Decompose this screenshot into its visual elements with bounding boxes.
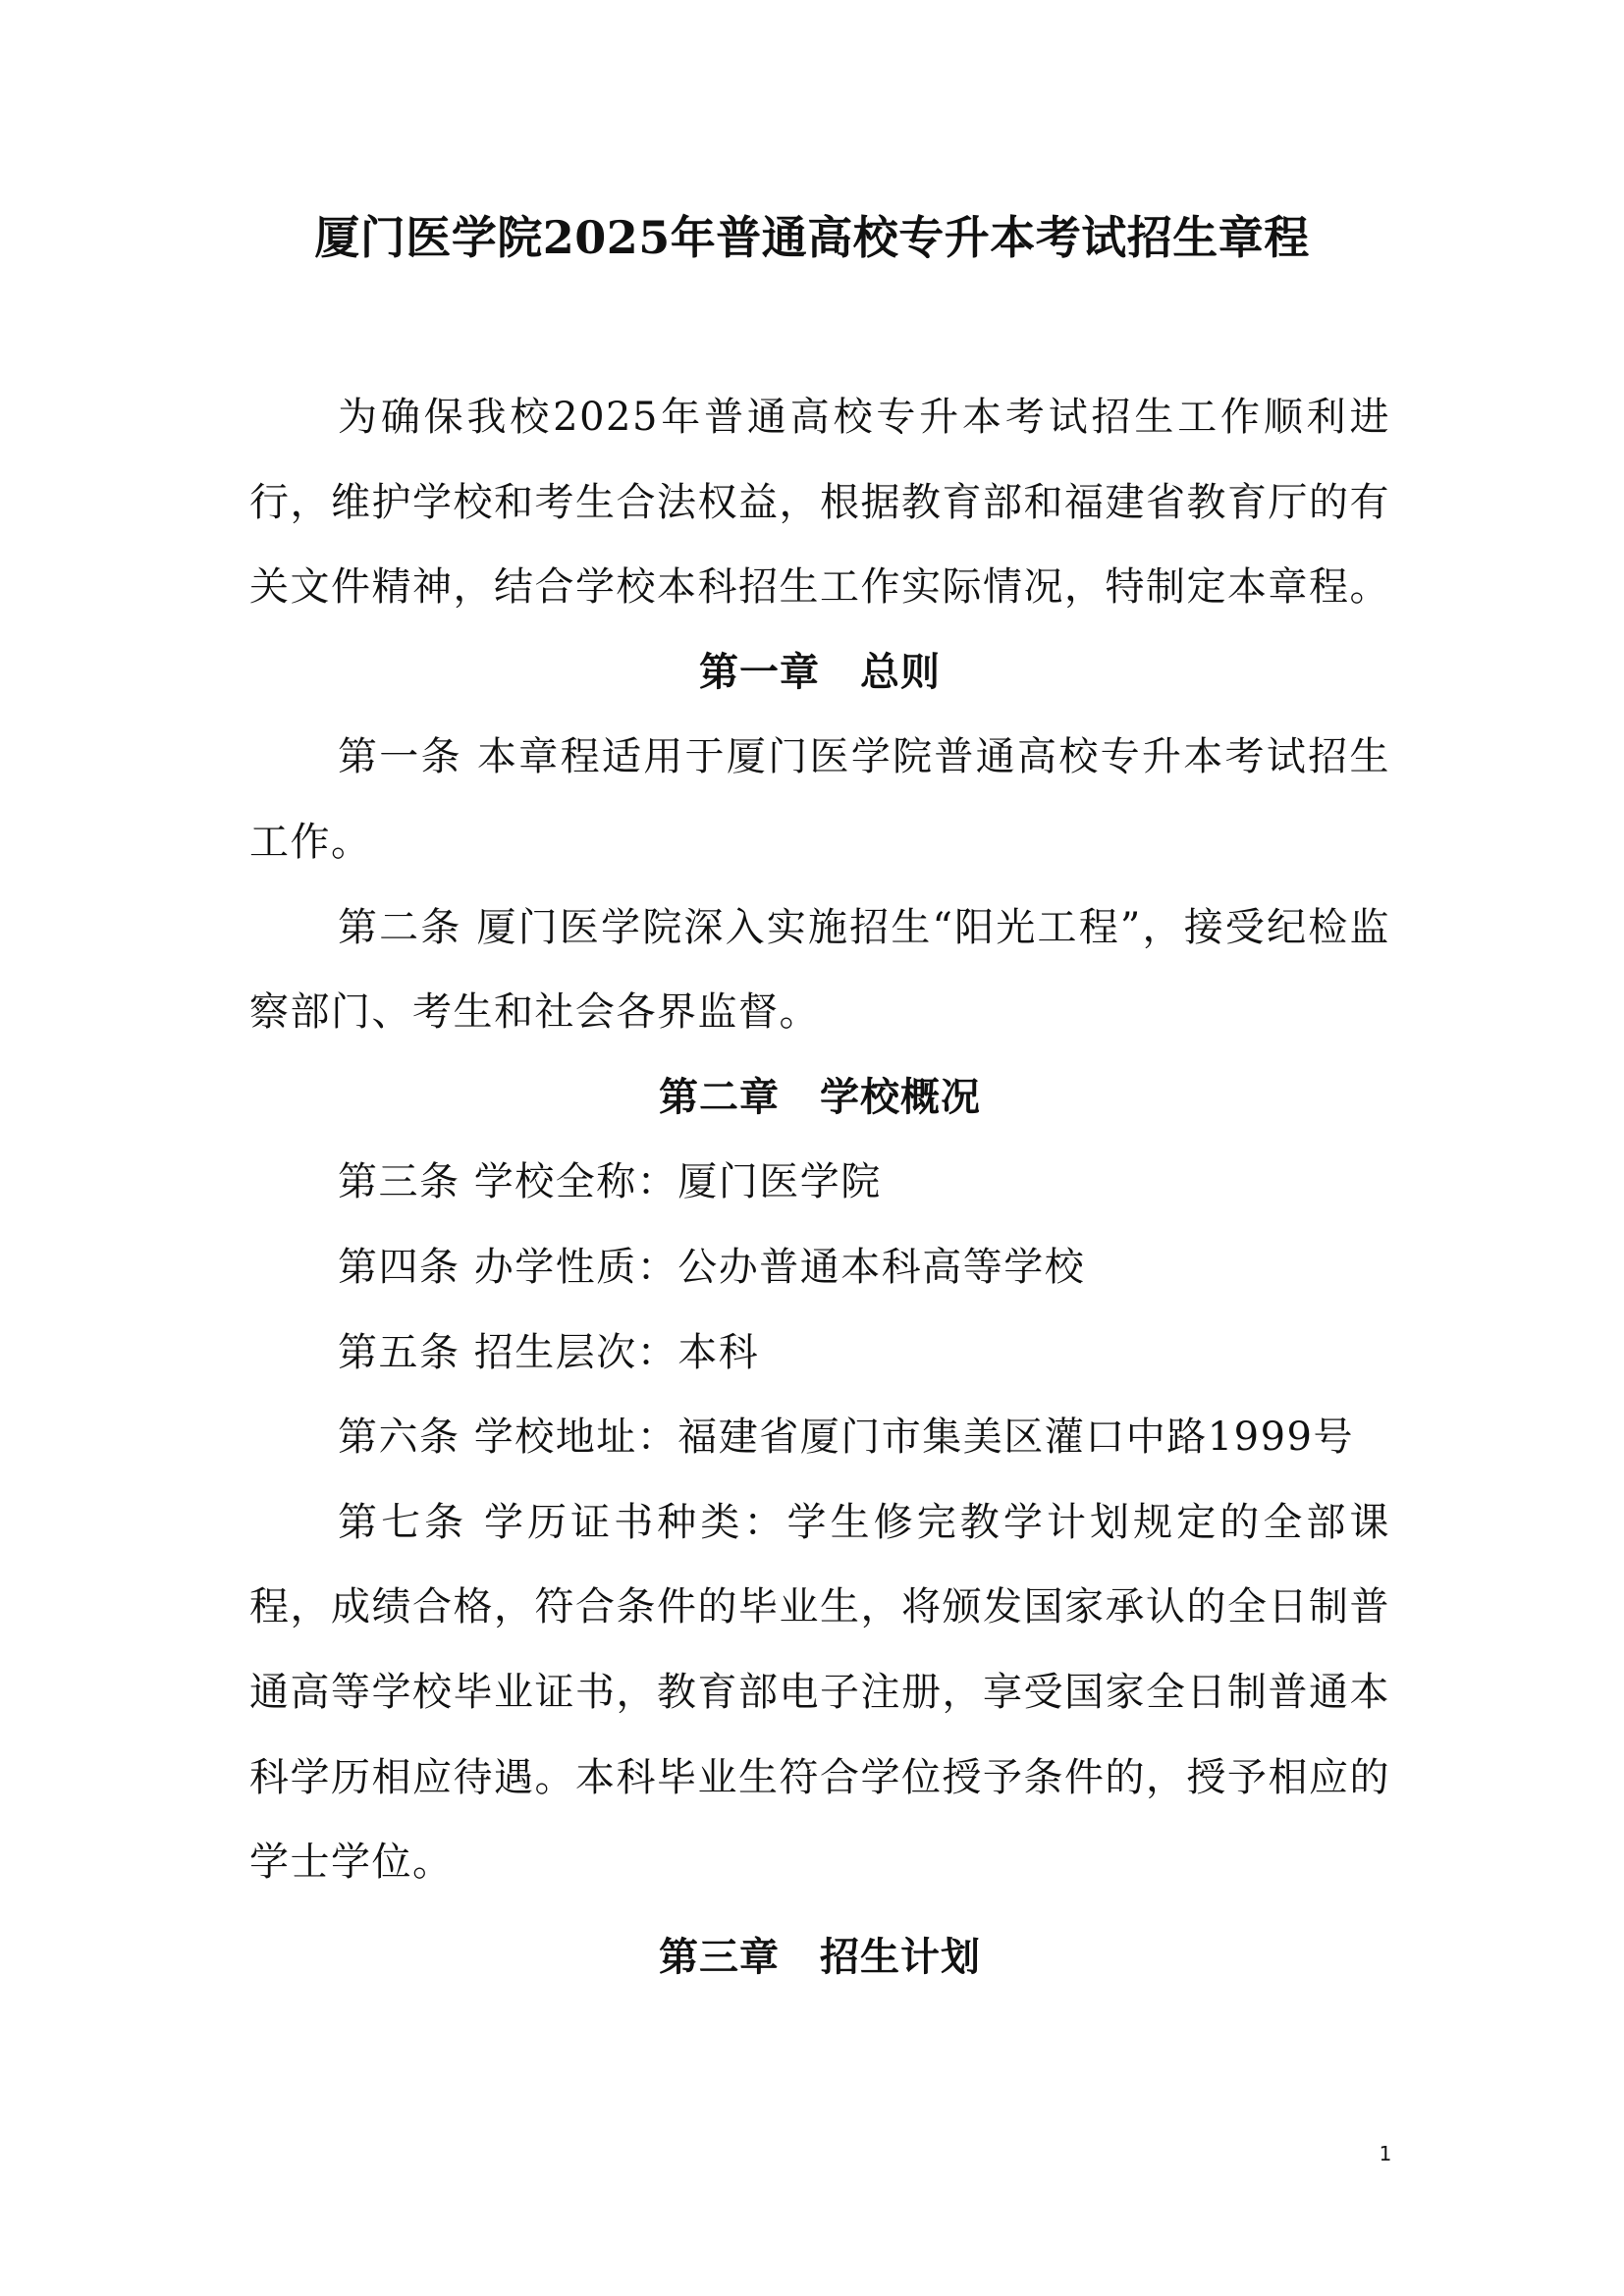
document-title: 厦门医学院2025年普通高校专升本考试招生章程: [314, 211, 1310, 264]
article-1: 第一条 本章程适用于厦门医学院普通高校专升本考试招生工作。: [249, 734, 1390, 865]
intro-paragraph: 为确保我校2025年普通高校专升本考试招生工作顺利进行，维护学校和考生合法权益，根据教育部和福建省教育厅的有关文件精神，结合学校本科招生工作实际情况，特制定本章程。: [249, 395, 1390, 611]
article-3: 第三条 学校全称：厦门医学院: [338, 1159, 882, 1205]
article-4: 第四条 办学性质：公办普通本科高等学校: [338, 1244, 1086, 1290]
chapter-1-heading: 第一章 总则: [699, 649, 941, 695]
article-7: 第七条 学历证书种类：学生修完教学计划规定的全部课程，成绩合格，符合条件的毕业生，将颁发国家承认的全日制普通高等学校毕业证书，教育部电子注册，享受国家全日制普通本科学历相应待遇。本科毕业生符合学位授予条件的，授予相应的学士学位。: [249, 1499, 1390, 1886]
article-5: 第五条 招生层次：本科: [338, 1329, 760, 1375]
page-number: 1: [1379, 2142, 1392, 2165]
chapter-3-heading: 第三章 招生计划: [659, 1934, 981, 1980]
document-body: [249, 375, 1390, 2000]
spacer: [249, 1905, 1390, 1915]
chapter-2-heading: 第二章 学校概况: [659, 1074, 981, 1120]
article-2: 第二条 厦门医学院深入实施招生“阳光工程”，接受纪检监察部门、考生和社会各界监督。: [249, 904, 1390, 1036]
article-6: 第六条 学校地址：福建省厦门市集美区灌口中路1999号: [338, 1415, 1355, 1461]
